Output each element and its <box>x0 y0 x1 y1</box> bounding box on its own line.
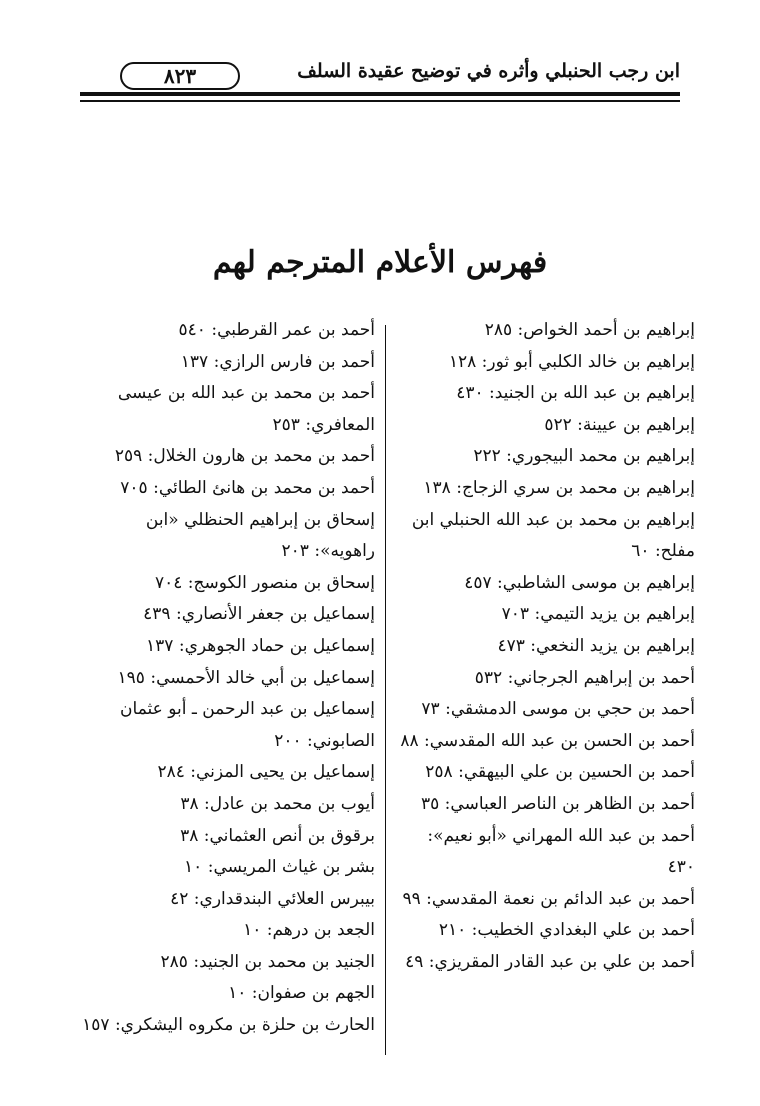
index-column-left <box>80 315 375 1042</box>
index-entry: إبراهيم بن أحمد الخواص: ٢٨٥ <box>484 320 695 340</box>
index-heading: فهرس الأعلام المترجم لهم <box>212 245 548 280</box>
index-entry: أيوب بن محمد بن عادل: ٣٨ <box>180 793 375 814</box>
index-entry: أحمد بن الحسن بن عبد الله المقدسي: ٨٨ <box>400 730 695 751</box>
index-entry: إسماعيل بن حماد الجوهري: ١٣٧ <box>146 635 375 656</box>
index-entry: إسماعيل بن يحيى المزني: ٢٨٤ <box>157 762 375 783</box>
index-entry: أحمد بن علي بن عبد القادر المقريزي: ٤٩ <box>405 951 695 972</box>
page-number-badge: ٨٢٣ <box>120 62 240 90</box>
index-entry: الجعد بن درهم: ١٠ <box>243 920 375 941</box>
index-entry: إبراهيم بن محمد البيجوري: ٢٢٢ <box>473 446 695 467</box>
index-entry: أحمد بن علي البغدادي الخطيب: ٢١٠ <box>438 920 695 941</box>
index-entry: إبراهيم بن يزيد التيمي: ٧٠٣ <box>501 604 695 625</box>
index-entry: بيبرس العلائي البندقداري: ٤٢ <box>170 888 375 909</box>
index-entry: أحمد بن محمد بن عبد الله بن عيسى المعافري: ٢٥٣ <box>117 383 375 435</box>
index-entry: أحمد بن عمر القرطبي: ٥٤٠ <box>178 320 375 340</box>
header-rule-thin <box>80 100 680 102</box>
index-entry: إسماعيل بن أبي خالد الأحمسي: ١٩٥ <box>117 667 375 688</box>
index-entry: أحمد بن حجي بن موسى الدمشقي: ٧٣ <box>421 699 695 720</box>
index-entry: أحمد بن فارس الرازي: ١٣٧ <box>180 351 375 372</box>
index-entry: أحمد بن عبد الدائم بن نعمة المقدسي: ٩٩ <box>402 888 695 909</box>
index-entry: أحمد بن الظاهر بن الناصر العباسي: ٣٥ <box>421 793 695 814</box>
column-divider <box>385 325 386 1055</box>
index-entry: الجهم بن صفوان: ١٠ <box>228 983 375 1004</box>
index-entry: بشر بن غياث المريسي: ١٠ <box>184 857 375 878</box>
index-entry: أحمد بن الحسين بن علي البيهقي: ٢٥٨ <box>425 762 695 783</box>
index-entry: إبراهيم بن محمد بن عبد الله الحنبلي ابن مفلح: ٦٠ <box>411 509 695 562</box>
index-entry: إبراهيم بن محمد بن سري الزجاج: ١٣٨ <box>423 477 695 498</box>
index-entry: إبراهيم بن خالد الكلبي أبو ثور: ١٢٨ <box>448 351 695 372</box>
running-title: ابن رجب الحنبلي وأثره في توضيح عقيدة السلف <box>297 60 680 82</box>
index-entry: أحمد بن عبد الله المهراني «أبو نعيم»: ٤٣٠ <box>427 825 695 878</box>
index-entry: إبراهيم بن موسى الشاطبي: ٤٥٧ <box>464 572 695 593</box>
index-entry: إسحاق بن منصور الكوسج: ٧٠٤ <box>155 572 375 593</box>
index-entry: برقوق بن أنص العثماني: ٣٨ <box>180 825 375 846</box>
index-column-right <box>400 315 695 978</box>
index-entry: إسماعيل بن جعفر الأنصاري: ٤٣٩ <box>143 604 375 625</box>
index-entry: إبراهيم بن يزيد النخعي: ٤٧٣ <box>497 635 695 656</box>
index-entry: الجنيد بن محمد بن الجنيد: ٢٨٥ <box>160 951 375 972</box>
index-entry: إبراهيم بن عبد الله بن الجنيد: ٤٣٠ <box>456 383 695 404</box>
index-entry: الحارث بن حلزة بن مكروه اليشكري: ١٥٧ <box>82 1015 375 1036</box>
index-entry: أحمد بن إبراهيم الجرجاني: ٥٣٢ <box>474 667 695 688</box>
index-entry: إبراهيم بن عيينة: ٥٢٢ <box>544 414 695 435</box>
header-rule-thick <box>80 92 680 96</box>
index-entry: أحمد بن محمد بن هارون الخلال: ٢٥٩ <box>114 446 375 467</box>
index-entry: أحمد بن محمد بن هانئ الطائي: ٧٠٥ <box>120 477 375 498</box>
index-entry: إسحاق بن إبراهيم الحنظلي «ابن راهويه»: ٢٠٣ <box>145 509 375 562</box>
index-entry: إسماعيل بن عبد الرحمن ـ أبو عثمان الصابوني: ٢٠٠ <box>120 699 375 751</box>
